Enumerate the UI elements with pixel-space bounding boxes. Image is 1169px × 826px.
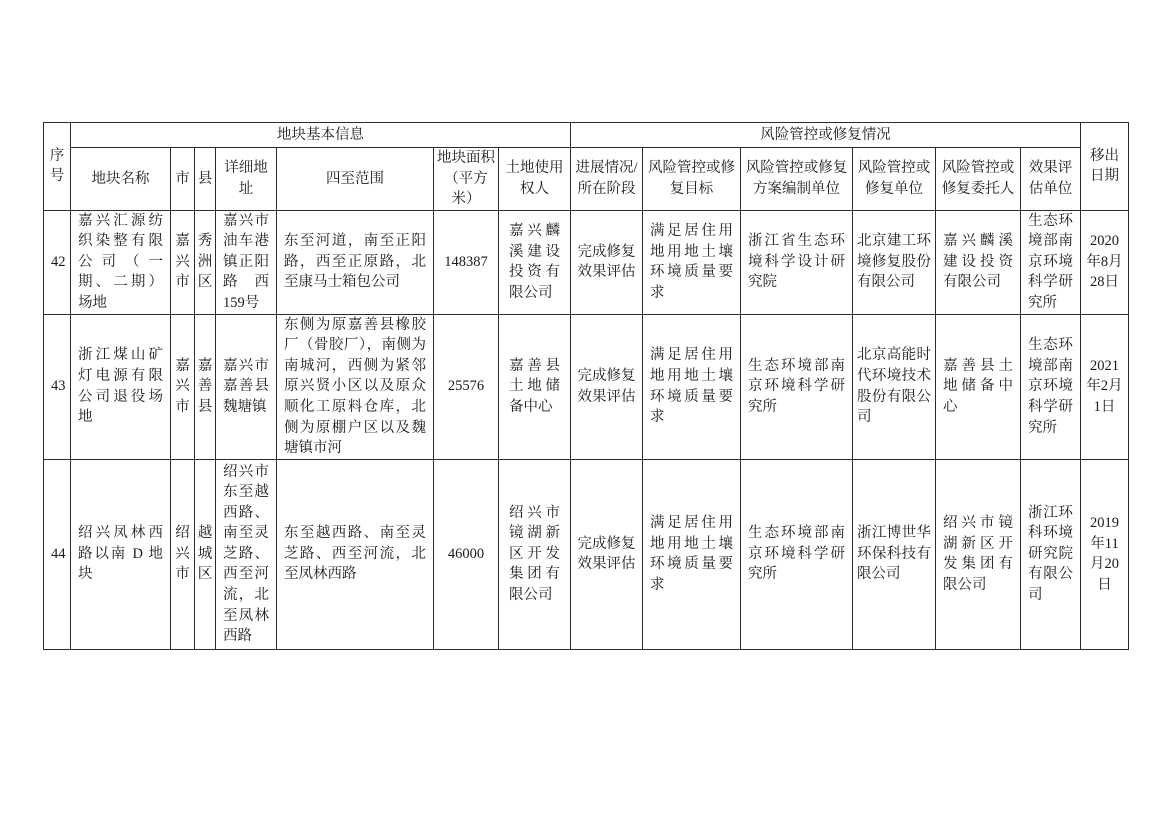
header-line: 风险管控或修复 (745, 160, 848, 177)
cell-land-user: 嘉善县土地储备中心 (499, 314, 571, 459)
header-address (216, 148, 277, 211)
cell-city: 绍兴市 (171, 459, 195, 649)
header-progress (571, 148, 643, 211)
cell-county: 秀洲区 (195, 210, 216, 314)
cell-remediation-unit: 北京高能时代环境技术股份有限公司 (853, 314, 936, 459)
cell-city: 嘉兴市 (171, 210, 195, 314)
cell-address: 绍兴市东至越西路、南至灵芝路、西至河流，北至凤林西路 (216, 459, 277, 649)
cell-target: 满足居住用地用地土壤环境质量要求 (643, 459, 741, 649)
header-land-user (499, 148, 571, 211)
header-county (195, 148, 216, 211)
header-seq: 序号 (44, 123, 71, 211)
cell-address: 嘉兴市嘉善县魏塘镇 (216, 314, 277, 459)
header-boundaries (277, 148, 434, 211)
cell-progress: 完成修复效果评估 (571, 210, 643, 314)
cell-area: 148387 (434, 210, 499, 314)
header-line: 市 (175, 170, 190, 187)
cell-boundaries: 东至越西路、南至灵芝路、西至河流，北至凤林西路 (277, 459, 434, 649)
table-row (44, 314, 1129, 459)
header-group-basic-info: 地块基本信息 (71, 123, 571, 148)
cell-seq: 44 (44, 459, 71, 649)
header-target (643, 148, 741, 211)
cell-assessment-unit: 生态环境部南京环境科学研究所 (1021, 210, 1081, 314)
parcel-registry-table (43, 122, 1129, 650)
cell-parcel-name: 绍兴凤林西路以南 D 地块 (71, 459, 171, 649)
cell-plan-unit: 浙江省生态环境科学设计研究院 (741, 210, 853, 314)
header-line: 效果评 (1028, 160, 1073, 177)
cell-client: 嘉善县土地储备中心 (936, 314, 1021, 459)
cell-land-user: 绍兴市镜湖新区开发集团有限公司 (499, 459, 571, 649)
header-line: 移出 (1090, 147, 1120, 164)
cell-parcel-name: 浙江煤山矿灯电源有限公司退役场地 (71, 314, 171, 459)
cell-land-user: 嘉兴麟溪建设投资有限公司 (499, 210, 571, 314)
header-line: 详细地 (224, 160, 268, 177)
header-line: 地块面积 (437, 150, 495, 166)
cell-target: 满足居住用地用地土壤环境质量要求 (643, 210, 741, 314)
cell-progress: 完成修复效果评估 (571, 314, 643, 459)
header-line: 县 (197, 170, 213, 187)
header-line: 风险管控或 (941, 160, 1015, 177)
cell-county: 嘉善县 (195, 314, 216, 459)
header-line: 四至范围 (326, 170, 384, 187)
header-line: 风险管控或 (857, 160, 931, 177)
header-line: 复目标 (669, 180, 714, 197)
cell-boundaries: 东侧为原嘉善县橡胶厂（骨胶厂），南侧为南城河，西侧为紧邻原兴贤小区以及原众顺化工原料仓库，北侧为原棚户区以及魏塘镇市河 (277, 314, 434, 459)
cell-parcel-name: 嘉兴汇源纺织染整有限公司（一期、二期）场地 (71, 210, 171, 314)
header-line: 权人 (520, 180, 549, 197)
cell-county: 越城区 (195, 459, 216, 649)
header-assessment-unit (1021, 148, 1081, 211)
cell-client: 嘉兴麟溪建设投资有限公司 (936, 210, 1021, 314)
cell-seq: 42 (44, 210, 71, 314)
header-line: （平方米） (444, 170, 488, 208)
cell-city: 嘉兴市 (171, 314, 195, 459)
cell-removal-date: 2021年2月1日 (1081, 314, 1129, 459)
cell-plan-unit: 生态环境部南京环境科学研究所 (741, 459, 853, 649)
cell-area: 46000 (434, 459, 499, 649)
cell-removal-date: 2020年8月28日 (1081, 210, 1129, 314)
cell-removal-date: 2019年11月20日 (1081, 459, 1129, 649)
table-row (44, 459, 1129, 649)
table-row (44, 210, 1129, 314)
header-area (434, 148, 499, 211)
header-remediation-unit (853, 148, 936, 211)
cell-address: 嘉兴市油车港镇正阳路西159号 (216, 210, 277, 314)
header-line: 土地使用 (505, 160, 564, 177)
header-line: 修复委托人 (941, 180, 1015, 197)
header-line: 址 (238, 180, 254, 197)
header-line: 方案编制单位 (753, 180, 841, 197)
cell-progress: 完成修复效果评估 (571, 459, 643, 649)
cell-remediation-unit: 北京建工环境修复股份有限公司 (853, 210, 936, 314)
header-line: 风险管控或修 (648, 160, 736, 177)
header-client (936, 148, 1021, 211)
header-removal-date (1081, 123, 1129, 211)
header-line: 地块名称 (91, 170, 150, 187)
cell-remediation-unit: 浙江博世华环保科技有限公司 (853, 459, 936, 649)
header-line: 日期 (1090, 168, 1120, 185)
header-parcel-name (71, 148, 171, 211)
cell-plan-unit: 生态环境部南京环境科学研究所 (741, 314, 853, 459)
cell-target: 满足居住用地用地土壤环境质量要求 (643, 314, 741, 459)
header-group-row (44, 123, 1129, 148)
cell-assessment-unit: 生态环境部南京环境科学研究所 (1021, 314, 1081, 459)
cell-seq: 43 (44, 314, 71, 459)
cell-area: 25576 (434, 314, 499, 459)
header-line: 估单位 (1028, 180, 1073, 197)
cell-boundaries: 东至河道，南至正阳路，西至正原路，北至康马士箱包公司 (277, 210, 434, 314)
header-sub-row (44, 148, 1129, 211)
header-group-risk-remediation: 风险管控或修复情况 (571, 123, 1081, 148)
header-line: 进展情况/ (575, 160, 638, 177)
cell-client: 绍兴市镜湖新区开发集团有限公司 (936, 459, 1021, 649)
header-line: 修复单位 (865, 180, 924, 197)
header-plan-unit (741, 148, 853, 211)
header-city (171, 148, 195, 211)
cell-assessment-unit: 浙江环科环境研究院有限公司 (1021, 459, 1081, 649)
header-line: 所在阶段 (577, 180, 636, 197)
